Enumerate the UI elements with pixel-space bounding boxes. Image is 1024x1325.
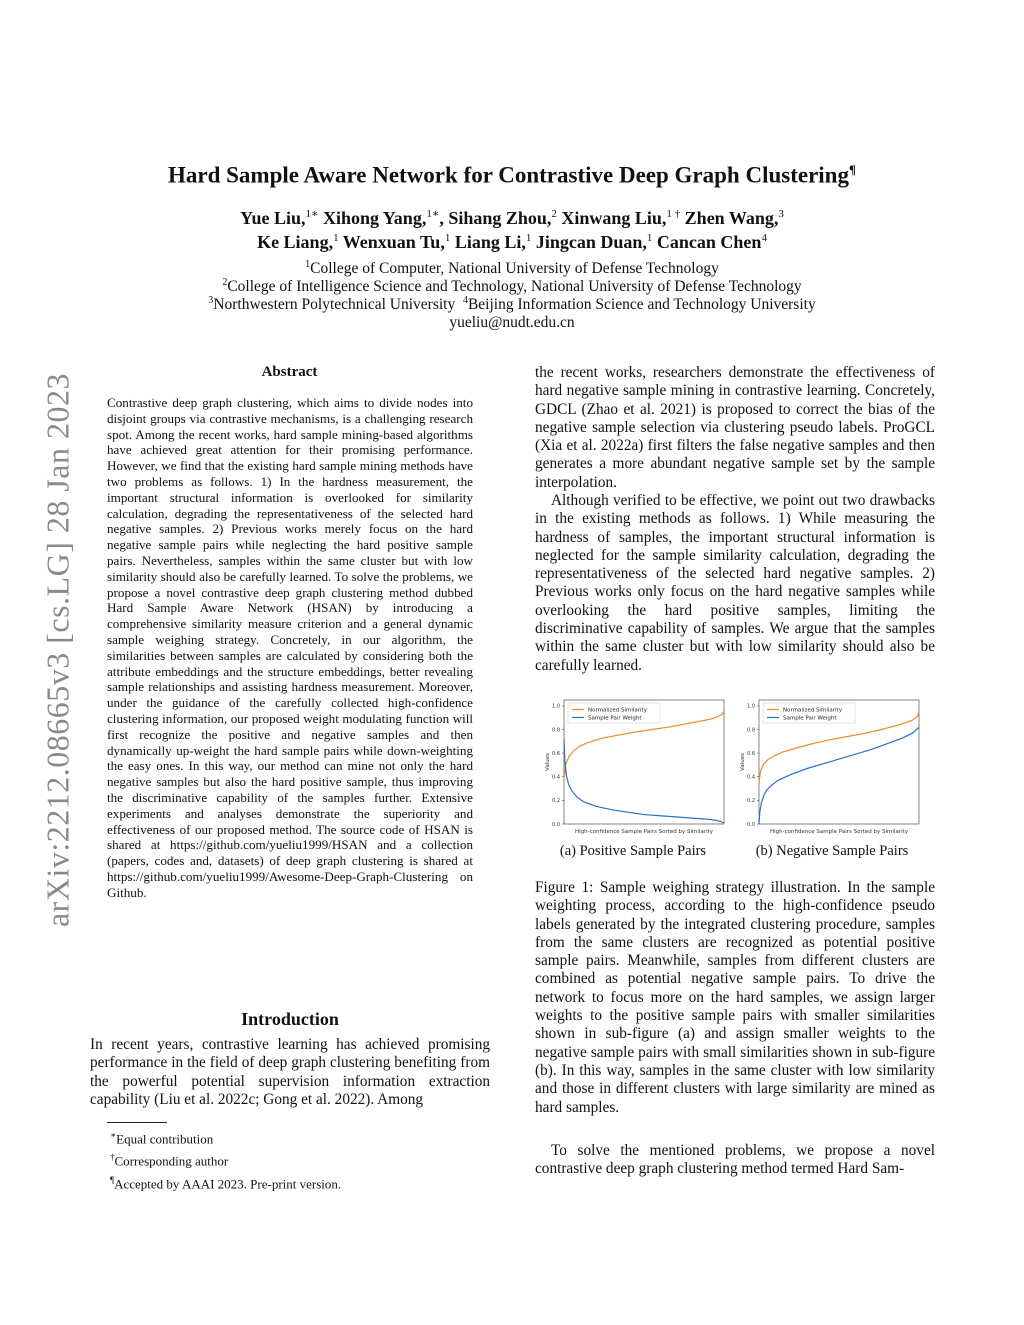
affil-sup: 2 (222, 277, 228, 288)
x-axis-label: High-confidence Sample Pairs Sorted by Similarity (769, 829, 909, 835)
author-sup: 1∗ (426, 208, 440, 220)
author: Xinwang Liu, (556, 208, 667, 228)
arxiv-stamp: arXiv:2212.08665v3 [cs.LG] 28 Jan 2023 (39, 372, 76, 928)
y-tick-label: 0.8 (747, 727, 755, 734)
y-tick-label: 0.0 (552, 821, 560, 828)
y-tick-label: 0.6 (747, 750, 755, 757)
y-axis-label: Values (740, 753, 746, 771)
author-sup: 2 (551, 208, 557, 220)
author: Cancan Chen (652, 232, 762, 252)
affil-sup: 3 (208, 295, 214, 306)
author-line-2 (0, 232, 1024, 253)
author-email: yueliu@nudt.edu.cn (449, 314, 575, 331)
x-axis-label: High-confidence Sample Pairs Sorted by Similarity (574, 829, 714, 835)
author-sup: 4 (761, 232, 767, 244)
affil-text: Beijing Information Science and Technology University (467, 296, 816, 314)
author-sup: 3 (778, 208, 784, 220)
abstract-heading: Abstract (261, 364, 318, 380)
figure-1-caption: Figure 1: Sample weighing strategy illustration. In the sample weighting process, according to the high-confidence pseudo labels generated by the integrated clustering procedure, samples from the same clusters are recognized as potential positive sample pairs. Meanwhile, samples from different clusters are combined as potential negative sample pairs. To drive the network to focus more on the hard samples, we assign larger weights to the positive sample pairs with smaller similarities shown in sub-figure (a) and assign smaller weights to the negative sample pairs with small similarities shown in sub-figure (b). In this way, samples in the same cluster with low similarity and those in different clusters with large similarity are mined as hard samples. (535, 879, 935, 1116)
subfigure-b-caption: (b) Negative Sample Pairs (755, 843, 909, 859)
footnote-text: Accepted by AAAI 2023. Pre-print version. (114, 1175, 342, 1191)
series-line-2 (564, 739, 724, 823)
y-tick-label: 1.0 (747, 703, 755, 710)
footnote-text: Corresponding author (114, 1153, 229, 1169)
right-paragraph-3: To solve the mentioned problems, we propose a novel contrastive deep graph clustering method termed Hard Sam- (535, 1142, 935, 1178)
affil-text: College of Intelligence Science and Technology, National University of Defense Technology (227, 278, 802, 296)
subfigure-a-caption: (a) Positive Sample Pairs (559, 843, 707, 859)
series-line-2 (759, 727, 919, 824)
paper-title (0, 162, 1024, 189)
y-tick-label: 0.4 (552, 774, 560, 781)
y-axis-label: Values (545, 753, 551, 771)
affil-sup: 1 (305, 259, 311, 270)
footnote (110, 1171, 341, 1193)
affiliation-1 (0, 259, 1024, 278)
y-tick-label: 1.0 (552, 703, 560, 710)
footnote-mark: ¶ (110, 1174, 115, 1185)
y-tick-label: 0.2 (552, 798, 560, 805)
author-sup: 1 (333, 232, 339, 244)
footnote-rule (107, 1122, 167, 1123)
footnote-mark: † (110, 1152, 115, 1163)
author-sup: 1 (646, 232, 653, 244)
y-tick-label: 0.0 (747, 821, 755, 828)
affil-text: College of Computer, National University of Defense Technology (310, 260, 719, 278)
legend-label: Sample Pair Weight (588, 715, 642, 722)
legend-label: Normalized Similarity (783, 707, 842, 714)
footnotes (110, 1126, 341, 1193)
author-line-1 (0, 207, 1024, 229)
title-text: Hard Sample Aware Network for Contrastive Deep Graph Clustering (167, 162, 849, 188)
author: , Sihang Zhou, (439, 208, 552, 228)
y-tick-label: 0.8 (552, 727, 560, 734)
legend-label: Sample Pair Weight (783, 715, 837, 722)
footnote-text: Equal contribution (116, 1131, 214, 1147)
figure-1b-chart (733, 692, 923, 842)
y-tick-label: 0.6 (552, 750, 560, 757)
author: Wenxuan Tu, (338, 232, 445, 252)
abstract-body: Contrastive deep graph clustering, which aims to divide nodes into disjoint groups via contrastive mechanisms, is a challenging research spot. Among the recent works, hard sample mining-based algorithms have achieved great attention for their promising performance. However, we find that the existing hard sample mining methods have two problems as follows. 1) In the hardness measurement, the important structural information is overlooked for similarity calculation, degrading the representativeness of the selected hard negative samples. 2) Previous works merely focus on the hard negative sample pairs while neglecting the hard positive sample pairs. Nevertheless, samples within the same cluster but with low similarity should also be carefully learned. To solve the problems, we propose a novel contrastive deep graph clustering method dubbed Hard Sample Aware Network (HSAN) by introducing a comprehensive similarity measure criterion and a general dynamic sample weighing strategy. Concretely, in our algorithm, the similarities between samples are calculated by considering both the attribute embeddings and the structure embeddings, better revealing sample relationships and assisting hardness measurement. Moreover, under the guidance of the carefully collected high-confidence clustering information, our proposed weight modulating function will first recognize the positive and negative samples and then dynamically up-weight the hard sample pairs while down-weighting the easy ones. In this way, our method can mine not only the hard negative samples but also the hard positive sample, thus improving the discriminative capability of the samples further. Extensive experiments and analyses demonstrate the superiority and effectiveness of our proposed method. The source code of HSAN is shared at https://github.com/yueliu1999/HSAN and a collection (papers, codes and, datasets) of deep graph clustering is shared at https://github.com/yueliu1999/Awesome-Deep-Graph-Clustering on Github. (107, 395, 473, 900)
author: Ke Liang, (257, 232, 334, 252)
footnote (110, 1126, 341, 1148)
author: Liang Li, (450, 232, 526, 252)
footnote (110, 1148, 341, 1170)
author-sup: 1 † (666, 208, 681, 220)
author: Zhen Wang, (680, 208, 779, 228)
right-paragraph-1: the recent works, researchers demonstrate the effectiveness of hard negative sample mining in contrastive learning. Concretely, GDCL (Zhao et al. 2021) is proposed to correct the bias of the negative sample selection via clustering pseudo labels. ProGCL (Xia et al. 2022a) first filters the false negative samples and then generates a more abundant negative sample set by the sample interpolation. (535, 364, 935, 491)
introduction-body: In recent years, contrastive learning has achieved promising performance in the field of deep graph clustering benefiting from the powerful potential supervision information extraction capability (Liu et al. 2022c; Gong et al. 2022). Among (90, 1036, 490, 1108)
author-sup: 1 (444, 232, 451, 244)
right-paragraph-2: Although verified to be effective, we point out two drawbacks in the existing methods as follows. 1) While measuring the hardness of samples, the important structural information is neglected for the sample similarity calculation, degrading the representativeness of the selected hard negative samples. 2) Previous works only focus on the hard negative samples while overlooking the hard positive samples, limiting the discriminative capability of samples. We argue that the samples within the same cluster but with low similarity should also be carefully learned. (535, 492, 935, 674)
affil-sup: 4 (462, 295, 468, 306)
author-sup: 1 (525, 232, 532, 244)
affil-text: Northwestern Polytechnical University (213, 296, 456, 314)
y-tick-label: 0.4 (747, 774, 755, 781)
author: Jingcan Duan, (531, 232, 647, 252)
author-sup: 1∗ (305, 208, 319, 220)
author: Xihong Yang, (318, 208, 427, 228)
affiliation-2 (0, 277, 1024, 296)
legend-label: Normalized Similarity (588, 707, 647, 714)
affiliation-3 (0, 295, 1024, 314)
y-tick-label: 0.2 (747, 798, 755, 805)
author: Yue Liu, (240, 208, 306, 228)
title-mark: ¶ (848, 162, 857, 177)
footnote-mark: ∗ (110, 1130, 117, 1140)
introduction-heading: Introduction (241, 1009, 339, 1029)
figure-1a-chart (538, 692, 728, 842)
